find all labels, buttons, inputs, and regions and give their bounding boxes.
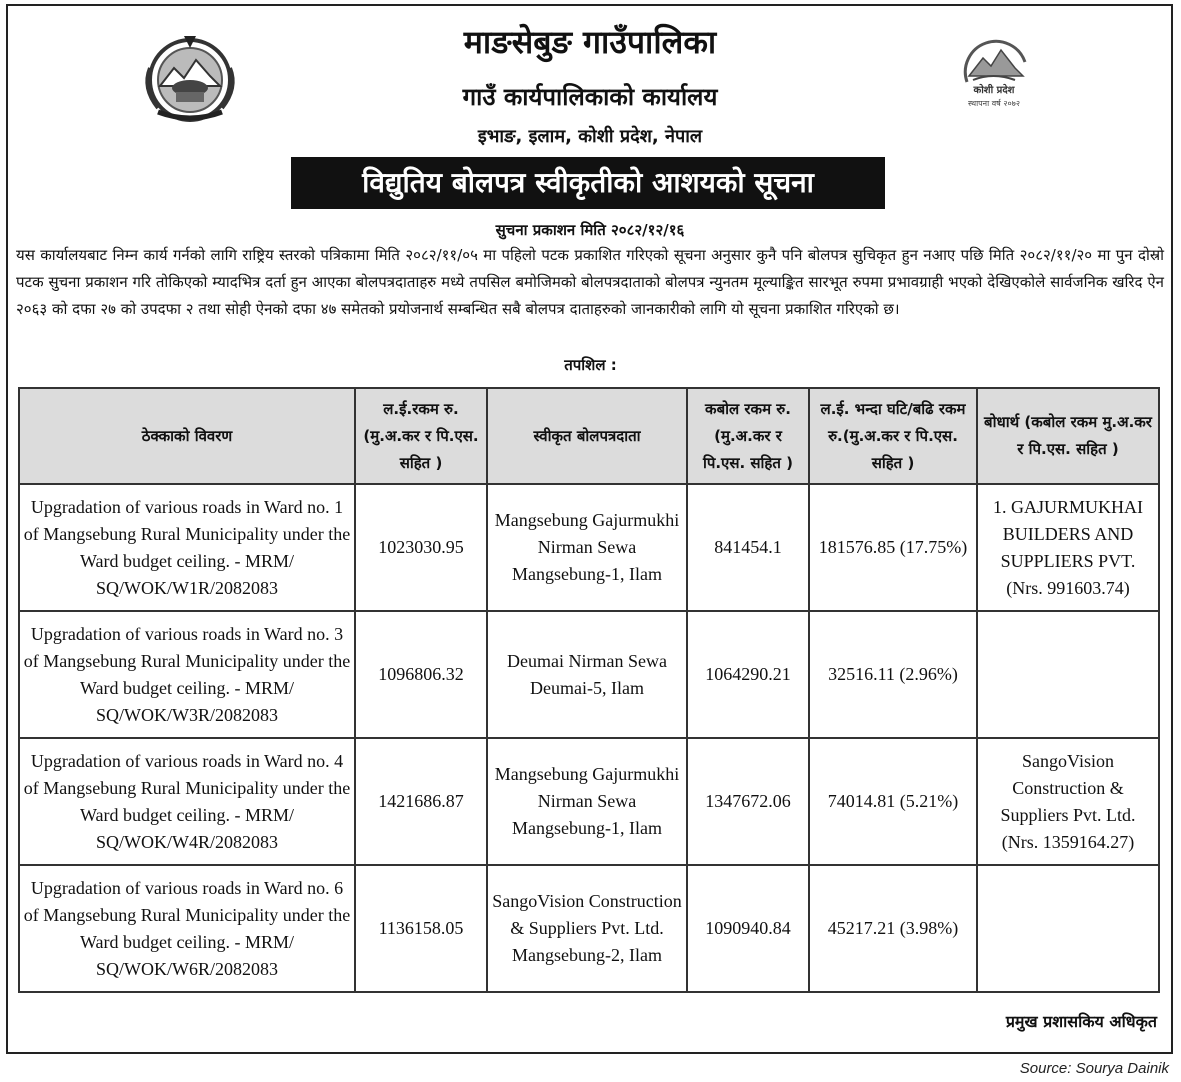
- cell-difference: 32516.11 (2.96%): [809, 611, 977, 738]
- office-address: इभाङ, इलाम, कोशी प्रदेश, नेपाल: [477, 126, 703, 147]
- cell-estimate: 1023030.95: [355, 484, 487, 611]
- cell-estimate: 1096806.32: [355, 611, 487, 738]
- cell-bid: 1347672.06: [687, 738, 809, 865]
- cell-cc: SangoVision Construction & Suppliers Pvt. Ltd. (Nrs. 1359164.27): [977, 738, 1159, 865]
- cell-bidder: Mangsebung Gajurmukhi Nirman Sewa Mangsebung-1, Ilam: [487, 484, 687, 611]
- cell-bid: 1090940.84: [687, 865, 809, 992]
- notice-title-banner: विद्युतिय बोलपत्र स्वीकृतीको आशयको सूचना: [291, 157, 885, 209]
- cell-description: Upgradation of various roads in Ward no. 3 of Mangsebung Rural Municipality under the Ward budget ceiling. - MRM/ SQ/WOK/W3R/2082083: [19, 611, 355, 738]
- table-row: [19, 484, 1159, 611]
- nepal-emblem-icon: [138, 28, 242, 124]
- cell-cc: [977, 865, 1159, 992]
- cell-estimate: 1421686.87: [355, 738, 487, 865]
- cell-difference: 45217.21 (3.98%): [809, 865, 977, 992]
- header-approved-bidder: स्वीकृत बोलपत्रदाता: [487, 388, 687, 484]
- award-table: [18, 387, 1160, 993]
- cell-bidder: Mangsebung Gajurmukhi Nirman Sewa Mangsebung-1, Ilam: [487, 738, 687, 865]
- table-row: [19, 865, 1159, 992]
- cell-bidder: Deumai Nirman Sewa Deumai-5, Ilam: [487, 611, 687, 738]
- header-contract-description: ठेक्काको विवरण: [19, 388, 355, 484]
- details-label: तपशिल :: [564, 356, 617, 374]
- office-name: गाउँ कार्यपालिकाको कार्यालय: [462, 83, 718, 111]
- cell-description: Upgradation of various roads in Ward no. 6 of Mangsebung Rural Municipality under the Ward budget ceiling. - MRM/ SQ/WOK/W6R/2082083: [19, 865, 355, 992]
- cell-description: Upgradation of various roads in Ward no. 4 of Mangsebung Rural Municipality under the Ward budget ceiling. - MRM/ SQ/WOK/W4R/2082083: [19, 738, 355, 865]
- koshi-logo-subtext: स्थापना वर्ष २०७२: [968, 99, 1020, 108]
- header-cc: बोधार्थ (कबोल रकम मु.अ.कर र पि.एस. सहित ): [977, 388, 1159, 484]
- header-cost-estimate: ल.ई.रकम रु. (मु.अ.कर र पि.एस. सहित ): [355, 388, 487, 484]
- table-header-row: [19, 388, 1159, 484]
- cell-difference: 181576.85 (17.75%): [809, 484, 977, 611]
- municipality-name: माङसेबुङ गाउँपालिका: [463, 23, 717, 61]
- cell-bidder: SangoVision Construction & Suppliers Pvt. Ltd. Mangsebung-2, Ilam: [487, 865, 687, 992]
- koshi-logo-text: कोशी प्रदेश: [973, 85, 1015, 96]
- cell-estimate: 1136158.05: [355, 865, 487, 992]
- publish-date: सुचना प्रकाशन मिति २०८२/१२/१६: [495, 221, 685, 239]
- cell-cc: 1. GAJURMUKHAI BUILDERS AND SUPPLIERS PVT. (Nrs. 991603.74): [977, 484, 1159, 611]
- cell-difference: 74014.81 (5.21%): [809, 738, 977, 865]
- source-credit: Source: Sourya Dainik: [1019, 1060, 1169, 1077]
- notice-body-text: यस कार्यालयबाट निम्न कार्य गर्नको लागि राष्ट्रिय स्तरको पत्रिकामा मिति २०८२/११/०५ मा पहिलो पटक प्रकाशित गरिएको सूचना अनुसार कुनै पनि बोलपत्र सुचिकृत हुन नआए पछि मिति २०८२/११/२० मा पुन दोस्रो पटक सुचना प्रकाशन गरि तोकिएको म्यादभित्र दर्ता हुन आएका बोलपत्रदाताहरु मध्ये तपसिल बमोजिमको बोलपत्रदाताको बोलपत्र न्युनतम मूल्याङ्कित सारभूत रुपमा प्रभावग्राही भएको देखिएकोले सार्वजनिक खरिद ऐन २०६३ को दफा २७ को उपदफा २ तथा सोही ऐनको दफा ४७ समेतको प्रयोजनार्थ सम्बन्धित सबै बोलपत्र दाताहरुको जानकारीको लागि यो सूचना प्रकाशित गरिएको छ।: [16, 246, 1164, 318]
- table-row: [19, 738, 1159, 865]
- header-bid-amount: कबोल रकम रु. (मु.अ.कर र पि.एस. सहित ): [687, 388, 809, 484]
- table-row: [19, 611, 1159, 738]
- signatory-title: प्रमुख प्रशासकिय अधिकृत: [1005, 1012, 1157, 1031]
- cell-cc: [977, 611, 1159, 738]
- header-difference-amount: ल.ई. भन्दा घटि/बढि रकम रु.(मु.अ.कर र पि.एस. सहित ): [809, 388, 977, 484]
- cell-bid: 841454.1: [687, 484, 809, 611]
- cell-description: Upgradation of various roads in Ward no. 1 of Mangsebung Rural Municipality under the Ward budget ceiling. - MRM/ SQ/WOK/W1R/2082083: [19, 484, 355, 611]
- cell-bid: 1064290.21: [687, 611, 809, 738]
